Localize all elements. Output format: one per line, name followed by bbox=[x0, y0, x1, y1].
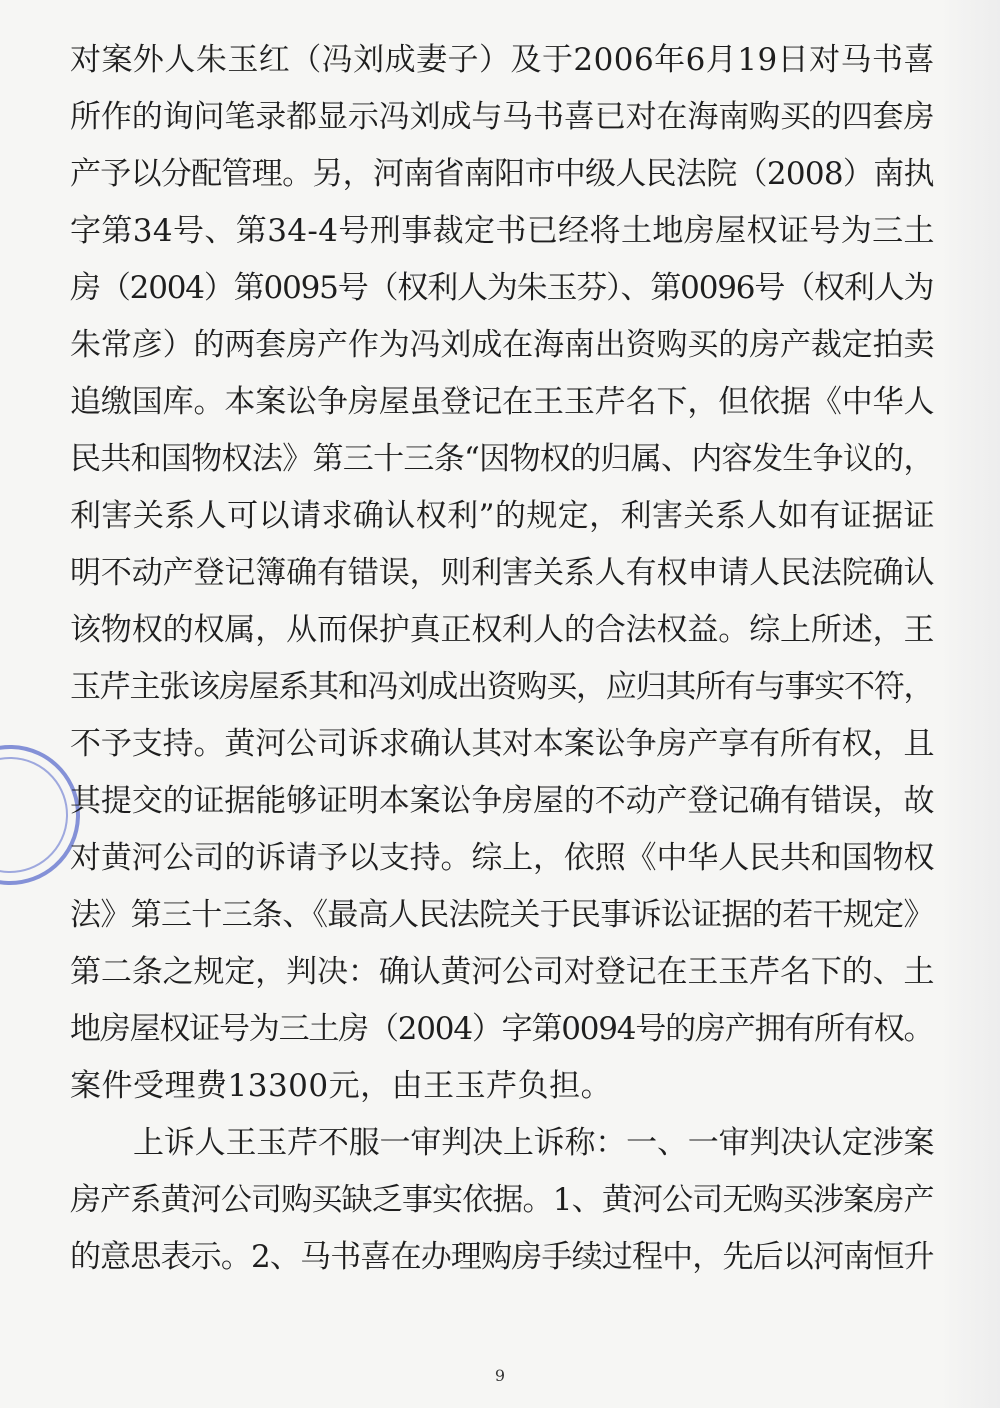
text-line bbox=[0, 1115, 1000, 1171]
scan-edge-shadow bbox=[940, 0, 1000, 1408]
text-line bbox=[0, 773, 1000, 829]
text-line bbox=[0, 1229, 1000, 1285]
text-line-content: 字第34号、第34-4号刑事裁定书已经将土地房屋权证号为三土 bbox=[70, 213, 935, 249]
text-line-content: 第二条之规定，判决：确认黄河公司对登记在王玉芹名下的、土 bbox=[70, 954, 935, 990]
text-line bbox=[0, 716, 1000, 772]
text-line bbox=[0, 203, 1000, 259]
text-line-content: 明不动产登记簿确有错误，则利害关系人有权申请人民法院确认 bbox=[70, 555, 935, 591]
text-line-content: 对案外人朱玉红（冯刘成妻子）及于2006年6月19日对马书喜 bbox=[70, 42, 935, 78]
text-line bbox=[0, 887, 1000, 943]
text-line-content: 民共和国物权法》第三十三条“因物权的归属、内容发生争议的， bbox=[70, 441, 934, 477]
text-line bbox=[0, 146, 1000, 202]
text-line-content: 地房屋权证号为三土房（2004）字第0094号的房产拥有所有权。 bbox=[70, 1011, 934, 1047]
text-line-content: 不予支持。黄河公司诉求确认其对本案讼争房产享有所有权，且 bbox=[70, 726, 935, 762]
text-line-content: 对黄河公司的诉请予以支持。综上，依照《中华人民共和国物权 bbox=[70, 840, 935, 876]
text-line-content: 利害关系人可以请求确认权利”的规定，利害关系人如有证据证 bbox=[70, 498, 935, 534]
text-line-content: 案件受理费13300元，由王玉芹负担。 bbox=[70, 1068, 613, 1104]
text-line bbox=[0, 32, 1000, 88]
text-line bbox=[0, 374, 1000, 430]
text-line bbox=[0, 830, 1000, 886]
text-line-content: 所作的询问笔录都显示冯刘成与马书喜已对在海南购买的四套房 bbox=[70, 99, 935, 135]
text-line bbox=[0, 488, 1000, 544]
text-line-content: 产予以分配管理。另，河南省南阳市中级人民法院（2008）南执 bbox=[70, 156, 934, 192]
text-line-content: 玉芹主张该房屋系其和冯刘成出资购买，应归其所有与事实不符， bbox=[70, 669, 934, 705]
page-number: 9 bbox=[494, 1366, 506, 1385]
text-line bbox=[0, 260, 1000, 316]
text-line-content: 法》第三十三条、《最高人民法院关于民事诉讼证据的若干规定》 bbox=[70, 897, 934, 933]
text-line bbox=[0, 545, 1000, 601]
text-line bbox=[0, 1172, 1000, 1228]
text-line bbox=[0, 659, 1000, 715]
text-line-content: 朱常彦）的两套房产作为冯刘成在海南出资购买的房产裁定拍卖 bbox=[70, 327, 935, 363]
text-line bbox=[0, 431, 1000, 487]
text-line-content: 其提交的证据能够证明本案讼争房屋的不动产登记确有错误，故 bbox=[70, 783, 935, 819]
text-line bbox=[0, 602, 1000, 658]
text-line-content: 房（2004）第0095号（权利人为朱玉芬）、第0096号（权利人为 bbox=[70, 270, 934, 306]
text-line-content: 房产系黄河公司购买缺乏事实依据。1、黄河公司无购买涉案房产 bbox=[70, 1182, 934, 1218]
text-line-content: 该物权的权属，从而保护真正权利人的合法权益。综上所述，王 bbox=[70, 612, 935, 648]
text-line-content: 上诉人王玉芹不服一审判决上诉称：一、一审判决认定涉案 bbox=[133, 1125, 935, 1161]
text-line bbox=[0, 1001, 1000, 1057]
text-line bbox=[0, 944, 1000, 1000]
text-line-content: 的意思表示。2、马书喜在办理购房手续过程中，先后以河南恒升 bbox=[70, 1239, 934, 1275]
text-line bbox=[0, 89, 1000, 145]
text-line bbox=[0, 1058, 1000, 1114]
text-line-content: 追缴国库。本案讼争房屋虽登记在王玉芹名下，但依据《中华人 bbox=[70, 384, 935, 420]
text-line bbox=[0, 317, 1000, 373]
